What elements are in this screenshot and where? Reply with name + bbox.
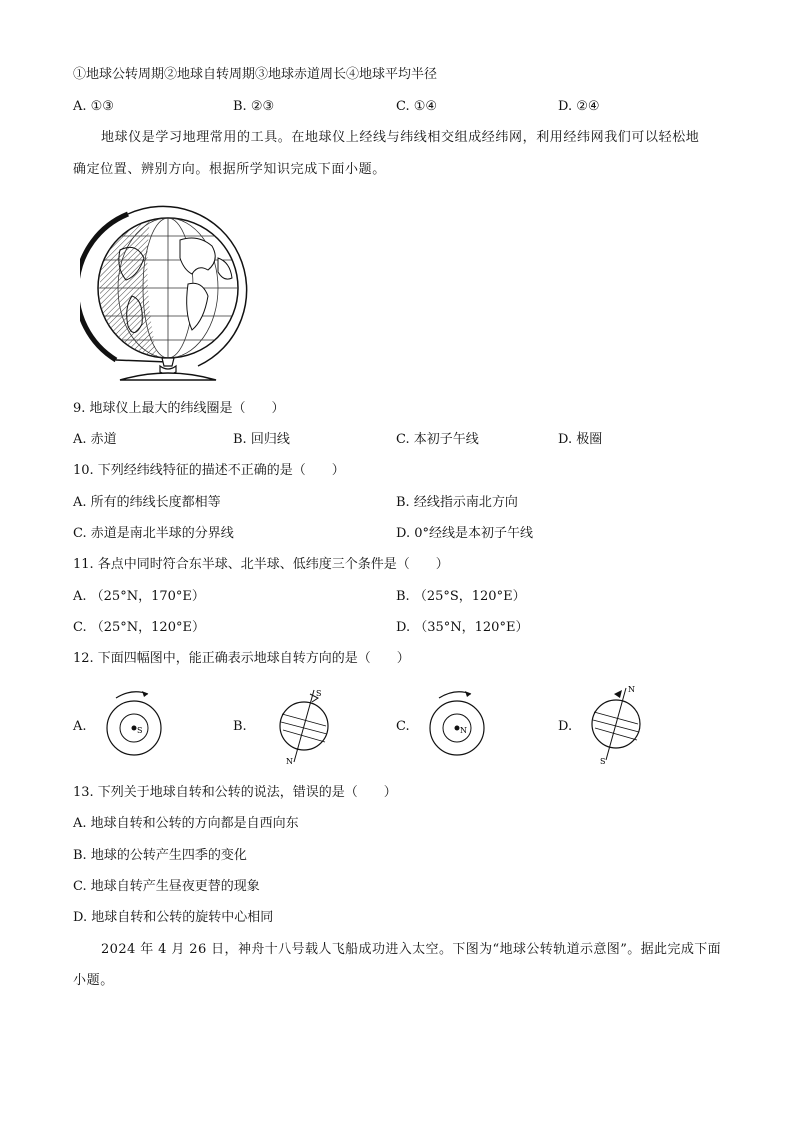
q12-figure-d <box>582 682 652 766</box>
q11-option-b: B. （25°S，120°E） <box>396 589 526 604</box>
q12-figure-a <box>102 688 172 760</box>
prev-option-a: A. ①③ <box>73 99 114 114</box>
q9-option-d: D. 极圈 <box>558 432 603 447</box>
q9-option-a: A. 赤道 <box>73 432 117 447</box>
q9-stem: 9. 地球仪上最大的纬线圈是（ ） <box>73 401 285 416</box>
intro1-line1: 地球仪是学习地理常用的工具。在地球仪上经线与纬线相交组成经纬网，利用经纬网我们可以轻松地 <box>101 130 700 145</box>
q13-stem: 13. 下列关于地球自转和公转的说法，错误的是（ ） <box>73 785 397 800</box>
q13-option-d: D. 地球自转和公转的旋转中心相同 <box>73 910 274 925</box>
q11-stem: 11. 各点中同时符合东半球、北半球、低纬度三个条件是（ ） <box>73 557 449 572</box>
q13-option-c: C. 地球自转产生昼夜更替的现象 <box>73 879 260 894</box>
q12-option-c: C. <box>396 719 410 734</box>
q12-c-pole-label: N <box>460 726 467 735</box>
q13-option-a: A. 地球自转和公转的方向都是自西向东 <box>73 816 299 831</box>
prev-option-b: B. ②③ <box>233 99 275 114</box>
q12-d-bottom-label: S <box>600 757 606 766</box>
q12-stem: 12. 下面四幅图中，能正确表示地球自转方向的是（ ） <box>73 651 410 666</box>
q12-a-pole-label: S <box>137 726 143 735</box>
q10-option-c: C. 赤道是南北半球的分界线 <box>73 526 234 541</box>
intro2-line2: 小题。 <box>73 973 114 988</box>
q12-figure-b <box>270 684 340 766</box>
q10-option-a: A. 所有的纬线长度都相等 <box>73 495 221 510</box>
prev-option-d: D. ②④ <box>558 99 600 114</box>
q12-d-top-label: N <box>628 685 635 694</box>
q9-option-b: B. 回归线 <box>233 432 290 447</box>
q13-option-b: B. 地球的公转产生四季的变化 <box>73 848 247 863</box>
q9-option-c: C. 本初子午线 <box>396 432 479 447</box>
intro2-line1: 2024 年 4 月 26 日，神舟十八号载人飞船成功进入太空。下图为“地球公转轨道示意图”。据此完成下面 <box>101 942 722 957</box>
prev-option-c: C. ①④ <box>396 99 438 114</box>
intro1-line2: 确定位置、辨别方向。根据所学知识完成下面小题。 <box>73 162 386 177</box>
q10-stem: 10. 下列经纬线特征的描述不正确的是（ ） <box>73 463 345 478</box>
q11-option-d: D. （35°N，120°E） <box>396 620 529 635</box>
q10-option-b: B. 经线指示南北方向 <box>396 495 518 510</box>
q12-figure-c <box>425 688 495 760</box>
q12-b-top-label: S <box>316 689 322 698</box>
q12-b-bottom-label: N <box>286 757 293 766</box>
globe-figure <box>80 200 255 385</box>
q11-option-a: A. （25°N，170°E） <box>73 589 205 604</box>
q12-option-d: D. <box>558 719 573 734</box>
q11-option-c: C. （25°N，120°E） <box>73 620 205 635</box>
q10-option-d: D. 0°经线是本初子午线 <box>396 526 533 541</box>
prev-question-stem: ①地球公转周期②地球自转周期③地球赤道周长④地球平均半径 <box>73 67 438 82</box>
q12-option-b: B. <box>233 719 247 734</box>
q12-option-a: A. <box>73 719 87 734</box>
